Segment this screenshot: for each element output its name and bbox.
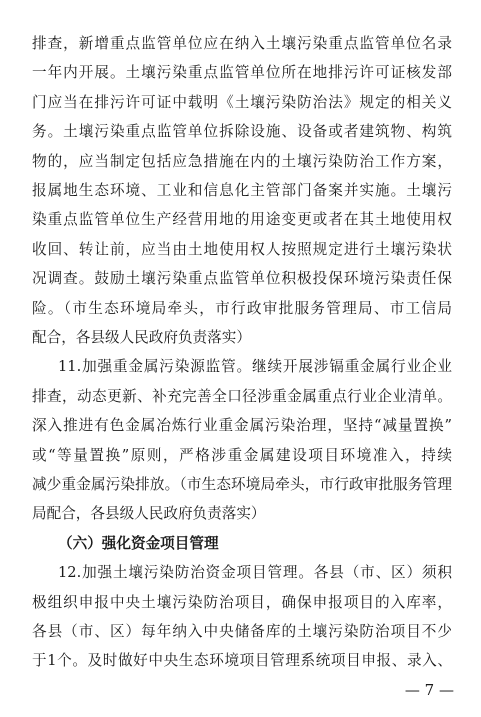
text-line: 减少重金属污染排放。（市生态环境局牵头，市行政审批服务管理	[32, 476, 452, 493]
text-line: 排查，动态更新、补充完善全口径涉重金属重点行业企业清单。	[32, 387, 452, 405]
text-line: 配合，各县级人民政府负责落实）	[32, 329, 251, 346]
text-line: 务。土壤污染重点监管单位拆除设施、设备或者建筑物、构筑	[32, 123, 452, 141]
text-line: 极组织申报中央土壤污染防治项目，确保申报项目的入库率，	[32, 593, 452, 611]
text-line: 于1个。及时做好中央生态环境项目管理系统项目申报、录入、	[32, 652, 452, 670]
text-line: 况调查。鼓励土壤污染重点监管单位积极投保环境污染责任保	[32, 270, 452, 288]
page-number: — 7 —	[404, 681, 454, 699]
text-line: 12.加强土壤污染防治资金项目管理。各县（市、区）须积	[58, 564, 452, 582]
text-line: 险。（市生态环境局牵头，市行政审批服务管理局、市工信局	[32, 299, 452, 317]
text-line: 一年内开展。土壤污染重点监管单位所在地排污许可证核发部	[32, 64, 452, 82]
text-line: 各县（市、区）每年纳入中央储备库的土壤污染防治项目不少	[32, 623, 452, 640]
text-line: 深入推进有色金属冶炼行业重金属污染治理，坚持“减量置换”	[32, 417, 452, 435]
text-line: 局配合，各县级人民政府负责落实）	[32, 505, 266, 523]
section-heading: （六）强化资金项目管理	[58, 534, 219, 552]
text-line: 报属地生态环境、工业和信息化主管部门备案并实施。土壤污	[32, 182, 452, 199]
text-line: 门应当在排污许可证中载明《土壤污染防治法》规定的相关义	[32, 93, 452, 111]
text-line: 或“等量置换”原则，严格涉重金属建设项目环境准入，持续	[32, 446, 452, 464]
text-line: 染重点监管单位生产经营用地的用途变更或者在其土地使用权	[32, 211, 452, 229]
text-line: 排查，新增重点监管单位应在纳入土壤污染重点监管单位名录	[32, 35, 452, 52]
text-line: 收回、转让前，应当由土地使用权人按照规定进行土壤污染状	[32, 240, 452, 258]
text-line: 11.加强重金属污染源监管。继续开展涉镉重金属行业企业	[58, 358, 452, 376]
text-line: 物的，应当制定包括应急措施在内的土壤污染防治工作方案，	[32, 152, 452, 170]
